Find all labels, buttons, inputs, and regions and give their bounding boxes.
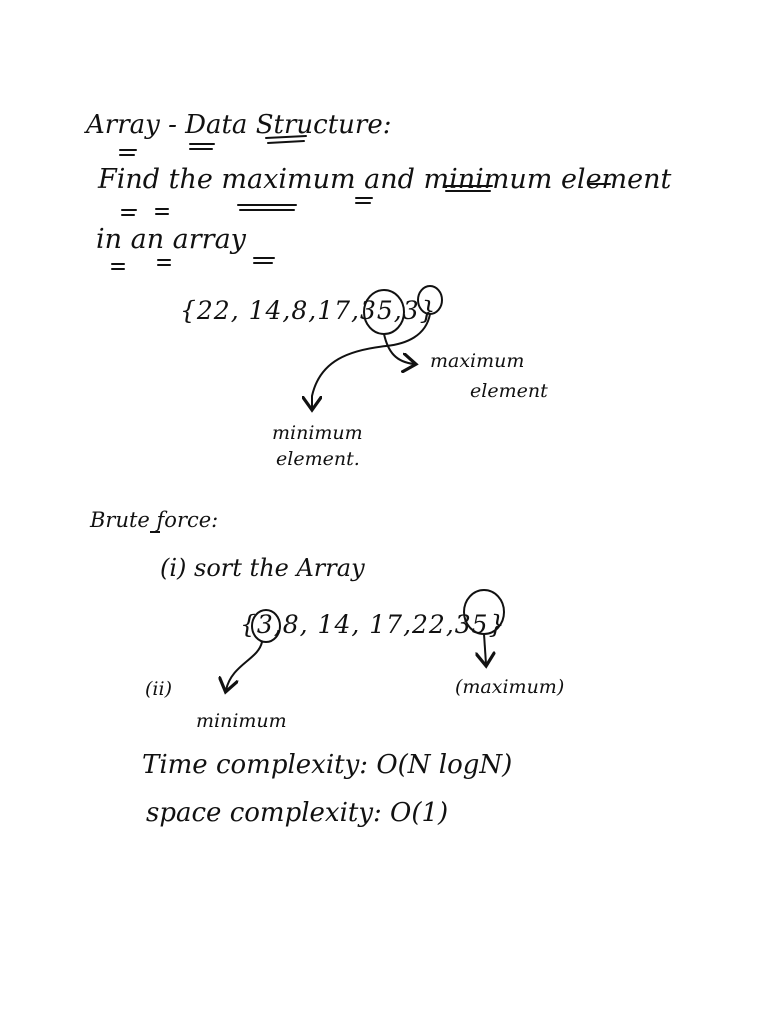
sorted-min-arrow bbox=[226, 642, 262, 690]
problem-line-2: in an array bbox=[96, 224, 246, 255]
min-element-label-line-1: minimum bbox=[272, 422, 363, 444]
step-2-text: (ii) bbox=[145, 678, 172, 700]
sorted-max-label: (maximum) bbox=[455, 676, 565, 698]
space-complexity: space complexity: O(1) bbox=[146, 798, 449, 828]
time-complexity: Time complexity: O(N logN) bbox=[142, 750, 513, 780]
sorted-array: {3,8, 14, 17,22,35} bbox=[240, 610, 506, 639]
min-element-arrow bbox=[312, 314, 430, 408]
sorted-min-label: minimum bbox=[196, 710, 287, 732]
min-element-label-line-2: element. bbox=[276, 448, 360, 470]
problem-line-1: Find the maximum and minimum element bbox=[98, 164, 672, 195]
max-element-arrow bbox=[384, 334, 414, 364]
brute-force-heading: Brute force: bbox=[90, 508, 219, 532]
max-element-label-line-1: maximum bbox=[430, 350, 525, 372]
page-title: Array - Data Structure: bbox=[86, 110, 392, 140]
example-array: {22, 14,8,17,35,3} bbox=[180, 296, 437, 325]
step-1-text: (i) sort the Array bbox=[160, 554, 365, 582]
max-element-label-line-2: element bbox=[470, 380, 548, 402]
